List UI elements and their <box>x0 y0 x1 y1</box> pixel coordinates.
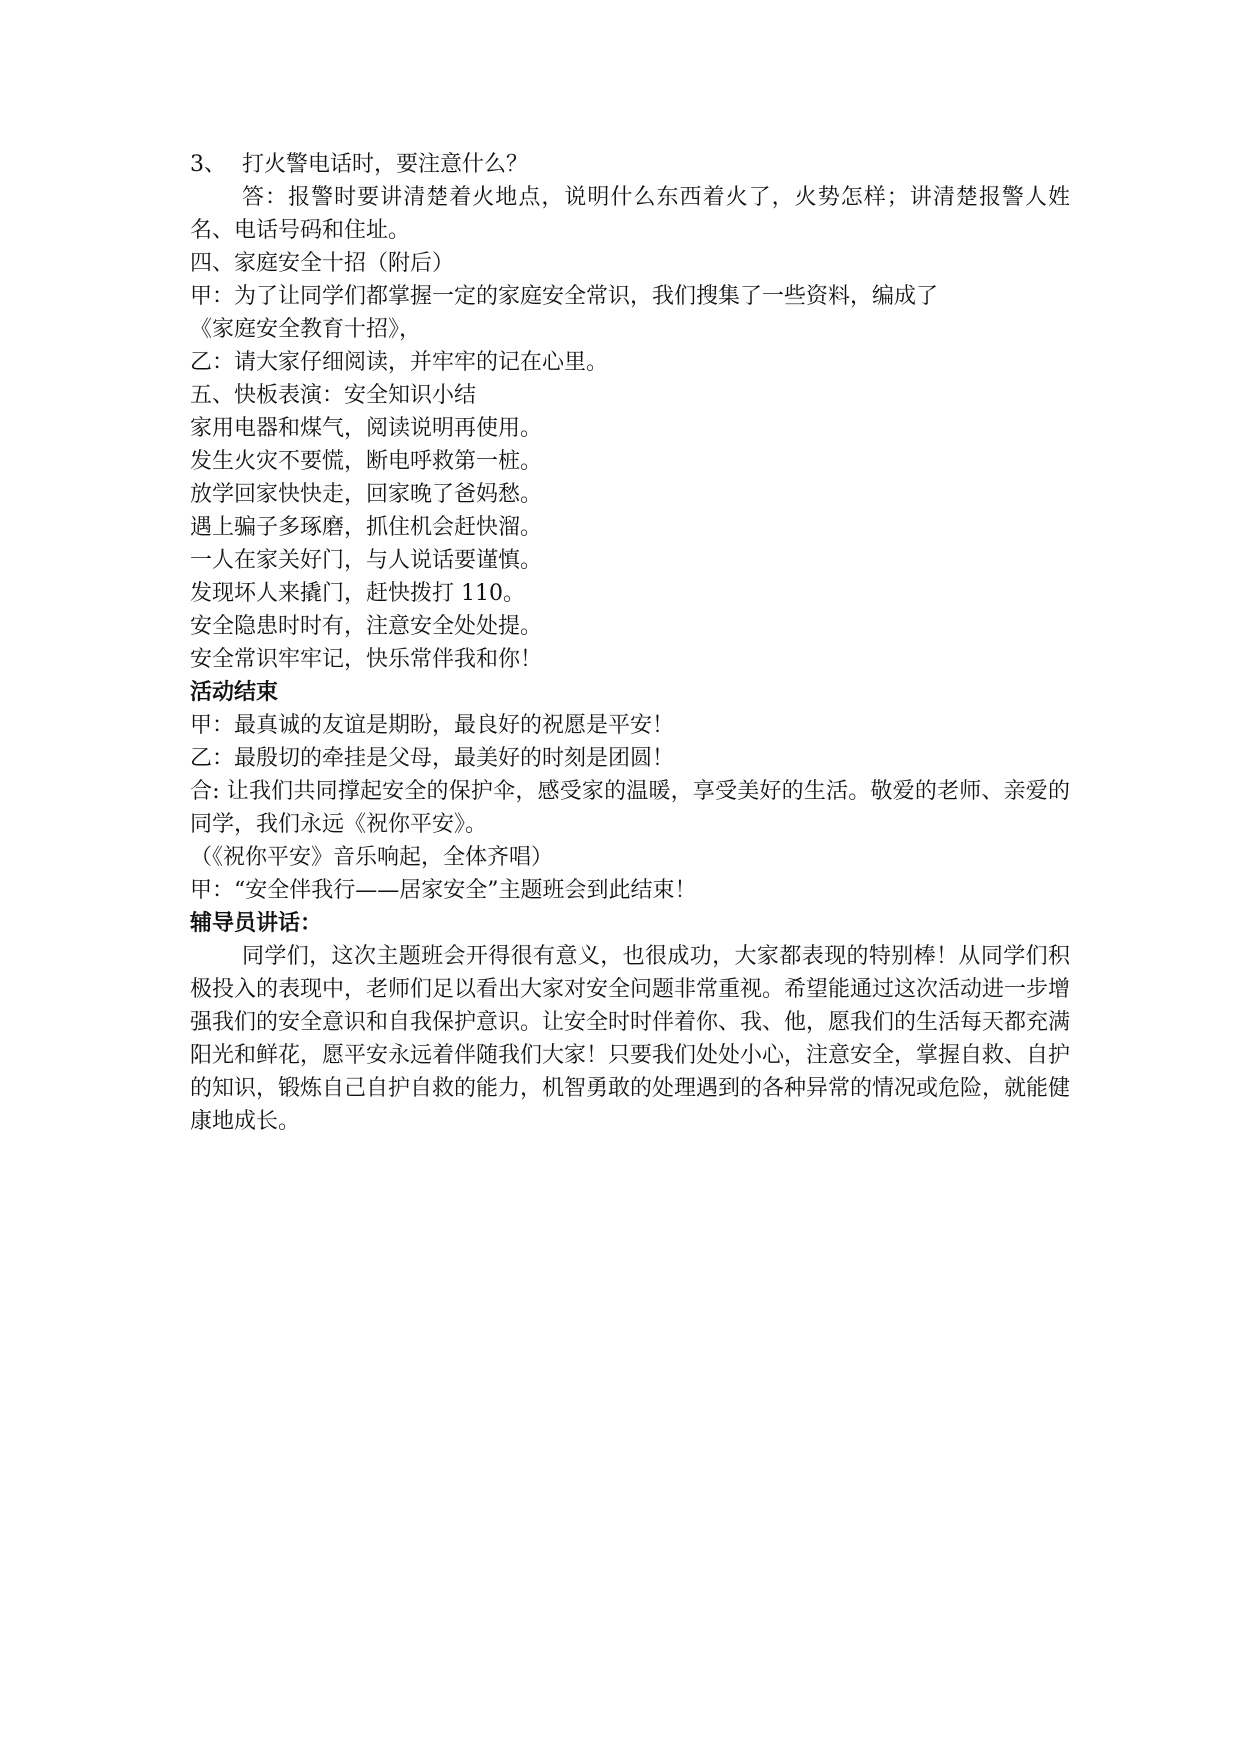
section-4-jia: 甲：为了让同学们都掌握一定的家庭安全常识，我们搜集了一些资料，编成了 <box>190 284 939 309</box>
ending-close: 甲：“安全伴我行——居家安全”主题班会到此结束！ <box>190 878 697 903</box>
kuaiban-line: 一人在家关好门，与人说话要谨慎。 <box>190 548 543 573</box>
kuaiban-line: 安全常识牢牢记，快乐常伴我和你！ <box>190 647 543 672</box>
kuaiban-line: 放学回家快快走，回家晚了爸妈愁。 <box>190 482 543 507</box>
section-4-yi: 乙：请大家仔细阅读，并牢牢的记在心里。 <box>190 350 609 375</box>
question-3 <box>190 148 1070 181</box>
document-page <box>190 148 1070 1138</box>
kuaiban-line: 遇上骗子多琢磨，抓住机会赶快溜。 <box>190 515 543 540</box>
question-number: 3、 <box>190 152 226 177</box>
kuaiban-line: 安全隐患时时有，注意安全处处提。 <box>190 614 543 639</box>
question-text: 打火警电话时，要注意什么？ <box>242 152 529 177</box>
kuaiban-line: 家用电器和煤气，阅读说明再使用。 <box>190 416 543 441</box>
counselor-speech: 同学们，这次主题班会开得很有意义，也很成功，大家都表现的特别棒！从同学们积极投入的表现中，老师们足以看出大家对安全问题非常重视。希望能通过这次活动进一步增强我们的安全意识和自我保护意识。让安全时时伴着你、我、他，愿我们的生活每天都充满阳光和鲜花，愿平安永远着伴随我们大家！只要我们处处小心，注意安全，掌握自救、自护的知识，锻炼自己自护自救的能力，机智勇敢的处理遇到的各种异常的情况或危险，就能健康地成长。 <box>190 944 1071 1134</box>
ending-song: （《祝你平安》音乐响起，全体齐唱） <box>190 845 554 870</box>
kuaiban-line: 发生火灾不要慌，断电呼救第一桩。 <box>190 449 543 474</box>
ending-heading: 活动结束 <box>190 680 279 705</box>
ending-jia: 甲：最真诚的友谊是期盼，最良好的祝愿是平安！ <box>190 713 675 738</box>
ending-yi: 乙：最殷切的牵挂是父母，最美好的时刻是团圆！ <box>190 746 675 771</box>
kuaiban-line: 发现坏人来撬门，赶快拨打 110。 <box>190 581 525 606</box>
section-4-title: 四、家庭安全十招（附后） <box>190 251 455 276</box>
ending-he: 合: 让我们共同撑起安全的保护伞，感受家的温暖，享受美好的生活。敬爱的老师、亲爱的同学，我们永远《祝你平安》。 <box>190 779 1070 837</box>
answer-3: 答：报警时要讲清楚着火地点，说明什么东西着火了，火势怎样；讲清楚报警人姓名、电话号码和住址。 <box>190 185 1070 243</box>
section-4-jia-cont: 《家庭安全教育十招》， <box>190 317 422 342</box>
section-5-title: 五、快板表演：安全知识小结 <box>190 383 477 408</box>
counselor-heading: 辅导员讲话： <box>190 911 323 936</box>
